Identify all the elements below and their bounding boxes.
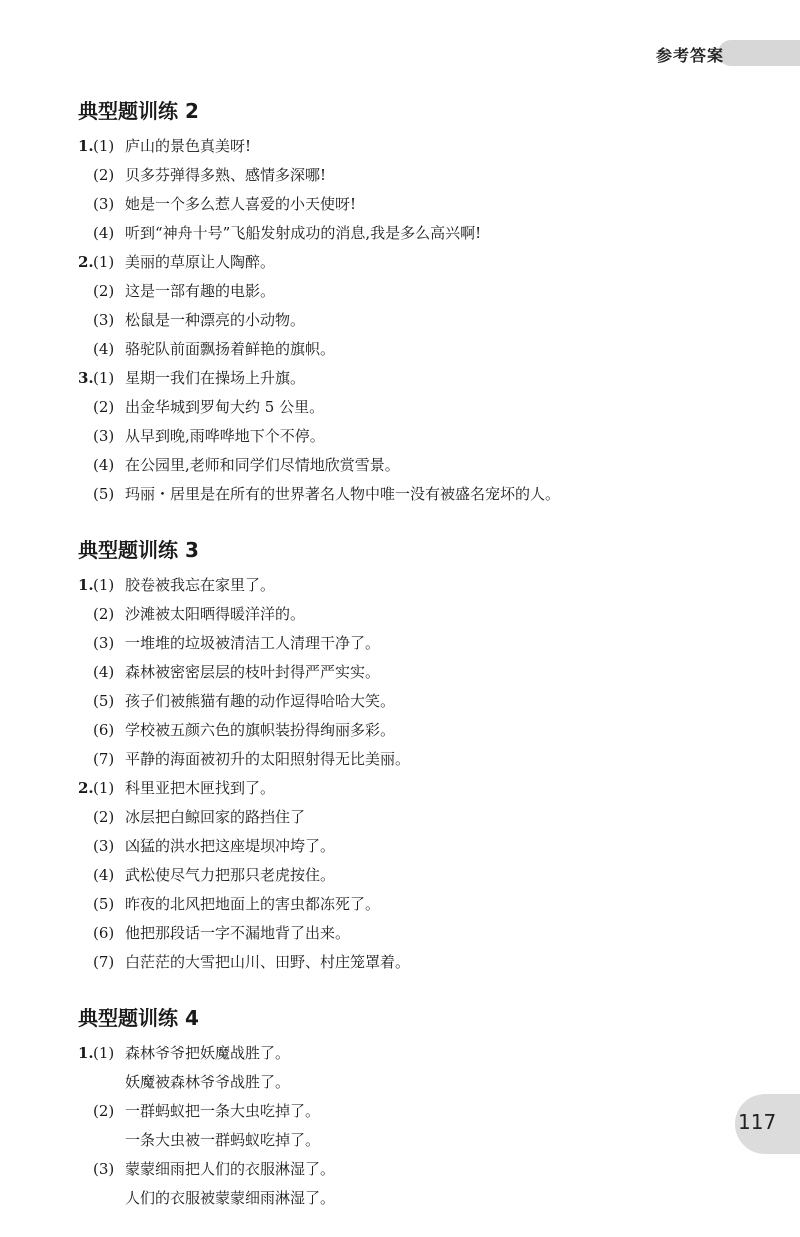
answer-line [78, 1126, 778, 1155]
exercise-section [78, 1001, 778, 1213]
answer-line [78, 161, 778, 190]
answer-text: 一条大虫被一群蚂蚁吃掉了。 [125, 1131, 321, 1149]
answer-text: 蒙蒙细雨把人们的衣服淋湿了。 [125, 1160, 336, 1178]
sub-item-number: (5) [93, 692, 115, 710]
answer-line [78, 687, 778, 716]
sub-item-number: (2) [93, 605, 115, 623]
answer-line [78, 861, 778, 890]
section-title: 典型题训练 4 [78, 1006, 199, 1030]
answer-text: 森林被密密层层的枝叶封得严严实实。 [125, 663, 381, 681]
answer-text: 人们的衣服被蒙蒙细雨淋湿了。 [125, 1189, 336, 1207]
answer-text: 玛丽・居里是在所有的世界著名人物中唯一没有被盛名宠坏的人。 [125, 485, 561, 503]
sub-item-number: (3) [93, 427, 115, 445]
header-tab-decoration [718, 40, 800, 66]
sub-item-number: (7) [93, 750, 115, 768]
sub-item-number: (3) [93, 1160, 115, 1178]
answer-line [78, 890, 778, 919]
answer-content [78, 94, 778, 1237]
answer-line [78, 948, 778, 977]
answer-text: 凶猛的洪水把这座堤坝冲垮了。 [125, 837, 336, 855]
answer-line [78, 190, 778, 219]
sub-item-number: (4) [93, 456, 115, 474]
answer-text: 武松使尽气力把那只老虎按住。 [125, 866, 336, 884]
answer-line [78, 600, 778, 629]
sub-item-number: (5) [93, 895, 115, 913]
answer-text: 骆驼队前面飘扬着鲜艳的旗帜。 [125, 340, 336, 358]
answer-line [78, 745, 778, 774]
answer-line [78, 451, 778, 480]
section-title: 典型题训练 3 [78, 538, 199, 562]
answer-line [78, 306, 778, 335]
answer-line [78, 1184, 778, 1213]
sub-item-number: (3) [93, 837, 115, 855]
sub-item-number: (6) [93, 924, 115, 942]
answer-line [78, 629, 778, 658]
sub-item-number: (2) [93, 808, 115, 826]
sub-item-number: (7) [93, 953, 115, 971]
answer-text: 庐山的景色真美呀! [125, 137, 252, 155]
answer-line [78, 571, 778, 600]
question-block [78, 248, 778, 364]
answer-line [78, 803, 778, 832]
answer-line [78, 658, 778, 687]
answer-text: 沙滩被太阳晒得暖洋洋的。 [125, 605, 306, 623]
answer-text: 出金华城到罗甸大约 5 公里。 [125, 398, 325, 416]
sub-item-number: (2) [93, 282, 115, 300]
answer-text: 妖魔被森林爷爷战胜了。 [125, 1073, 291, 1091]
exercise-section [78, 94, 778, 509]
question-block [78, 364, 778, 509]
section-title: 典型题训练 2 [78, 99, 199, 123]
sub-item-number: (1) [93, 1044, 115, 1062]
answer-text: 昨夜的北风把地面上的害虫都冻死了。 [125, 895, 381, 913]
answer-text: 从早到晚,雨哗哗地下个不停。 [125, 427, 325, 445]
sub-item-number: (1) [93, 253, 115, 271]
question-number: 3. [78, 369, 94, 387]
answer-line [78, 716, 778, 745]
question-block [78, 571, 778, 774]
answer-line [78, 335, 778, 364]
sub-item-number: (2) [93, 1102, 115, 1120]
question-number: 1. [78, 1044, 94, 1062]
sub-item-number: (1) [93, 369, 115, 387]
answer-text: 在公园里,老师和同学们尽情地欣赏雪景。 [125, 456, 400, 474]
answer-line [78, 248, 778, 277]
answer-line [78, 132, 778, 161]
exercise-section [78, 533, 778, 977]
answer-text: 孩子们被熊猫有趣的动作逗得哈哈大笑。 [125, 692, 396, 710]
answer-line [78, 774, 778, 803]
answer-line [78, 832, 778, 861]
answer-text: 贝多芬弹得多熟、感情多深哪! [125, 166, 327, 184]
page-number: 117 [738, 1110, 777, 1134]
answer-text: 一群蚂蚁把一条大虫吃掉了。 [125, 1102, 321, 1120]
answer-text: 冰层把白鲸回家的路挡住了 [125, 808, 306, 826]
answer-text: 美丽的草原让人陶醉。 [125, 253, 276, 271]
answer-line [78, 422, 778, 451]
answer-line [78, 1155, 778, 1184]
answer-text: 听到“神舟十号”飞船发射成功的消息,我是多么高兴啊! [125, 224, 482, 242]
answer-line [78, 364, 778, 393]
answer-text: 胶卷被我忘在家里了。 [125, 576, 276, 594]
answer-text: 平静的海面被初升的太阳照射得无比美丽。 [125, 750, 411, 768]
answer-line [78, 1039, 778, 1068]
sub-item-number: (1) [93, 779, 115, 797]
answer-text: 科里亚把木匣找到了。 [125, 779, 276, 797]
answer-text: 他把那段话一字不漏地背了出来。 [125, 924, 351, 942]
answer-text: 一堆堆的垃圾被清洁工人清理干净了。 [125, 634, 381, 652]
sub-item-number: (2) [93, 398, 115, 416]
sub-item-number: (1) [93, 576, 115, 594]
answer-text: 学校被五颜六色的旗帜装扮得绚丽多彩。 [125, 721, 396, 739]
sub-item-number: (6) [93, 721, 115, 739]
question-number: 2. [78, 779, 94, 797]
sub-item-number: (1) [93, 137, 115, 155]
question-block [78, 1039, 778, 1213]
answer-line [78, 1068, 778, 1097]
answer-text: 白茫茫的大雪把山川、田野、村庄笼罩着。 [125, 953, 411, 971]
answer-text: 星期一我们在操场上升旗。 [125, 369, 306, 387]
answer-text: 她是一个多么惹人喜爱的小天使呀! [125, 195, 357, 213]
answer-line [78, 277, 778, 306]
answer-line [78, 919, 778, 948]
answer-text: 松鼠是一种漂亮的小动物。 [125, 311, 306, 329]
sub-item-number: (2) [93, 166, 115, 184]
question-number: 2. [78, 253, 94, 271]
question-number: 1. [78, 137, 94, 155]
question-block [78, 774, 778, 977]
answer-text: 这是一部有趣的电影。 [125, 282, 276, 300]
sub-item-number: (4) [93, 663, 115, 681]
answer-line [78, 1097, 778, 1126]
answer-line [78, 393, 778, 422]
running-header: 参考答案 [656, 46, 725, 65]
question-block [78, 132, 778, 248]
sub-item-number: (3) [93, 195, 115, 213]
answer-line [78, 480, 778, 509]
sub-item-number: (3) [93, 634, 115, 652]
sub-item-number: (4) [93, 340, 115, 358]
sub-item-number: (3) [93, 311, 115, 329]
question-number: 1. [78, 576, 94, 594]
answer-line [78, 219, 778, 248]
sub-item-number: (5) [93, 485, 115, 503]
sub-item-number: (4) [93, 224, 115, 242]
sub-item-number: (4) [93, 866, 115, 884]
answer-text: 森林爷爷把妖魔战胜了。 [125, 1044, 291, 1062]
